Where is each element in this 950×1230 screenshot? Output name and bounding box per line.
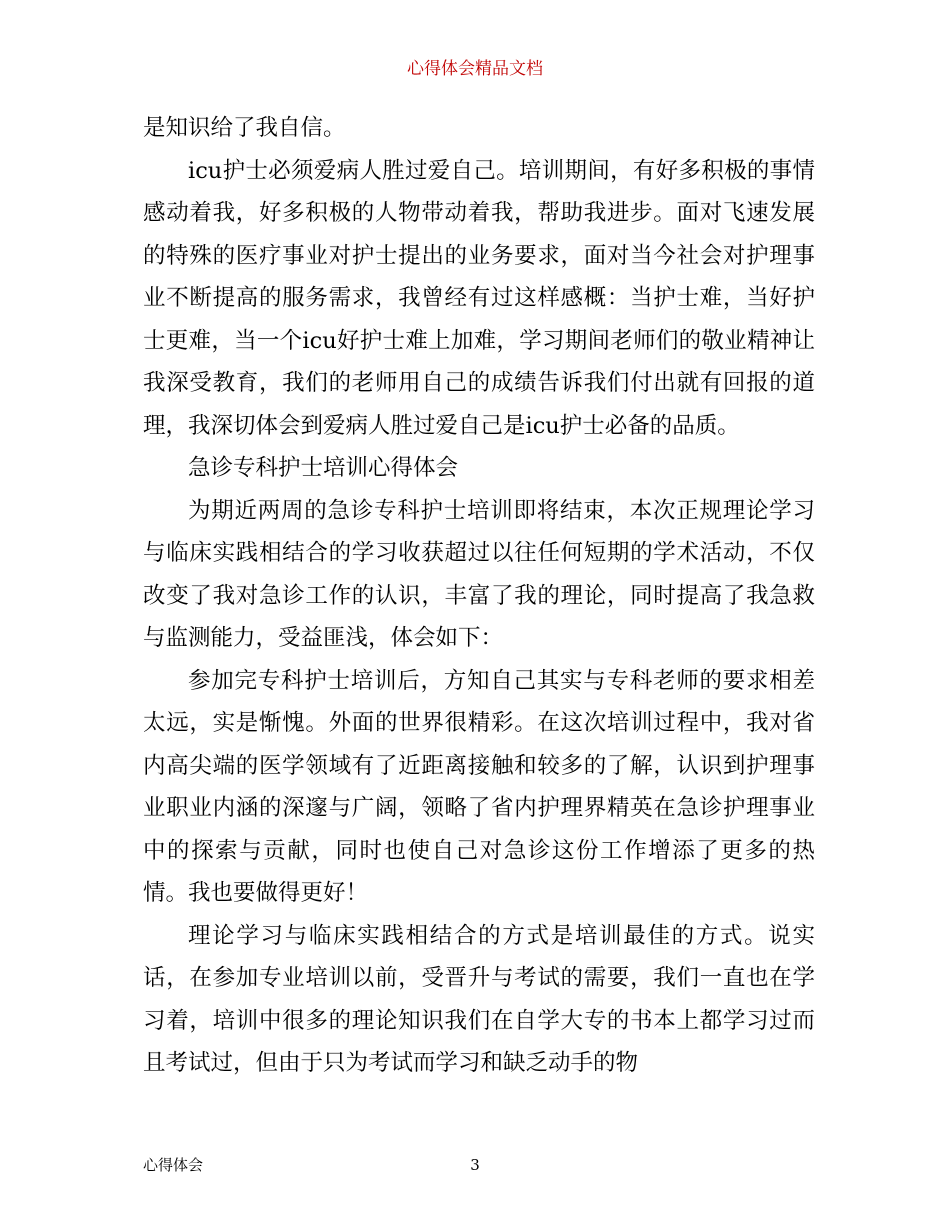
section-heading: 急诊专科护士培训心得体会	[188, 455, 459, 481]
paragraph-5: 理论学习与临床实践相结合的方式是培训最佳的方式。说实话，在参加专业培训以前，受晋升与考试的需要，我们一直也在学习着，培训中很多的理论知识我们在自学大专的书本上都学习过而且考试过，但由于只为考试而学习和缺乏动手的物	[143, 922, 815, 1076]
page-number: 3	[470, 1156, 480, 1174]
paragraph-2: icu护士必须爱病人胜过爱自己。培训期间，有好多积极的事情感动着我，好多积极的人物带动着我，帮助我进步。面对飞速发展的特殊的医疗事业对护士提出的业务要求，面对当今社会对护理事业不断提高的服务需求，我曾经有过这样感概：当护士难，当好护士更难，当一个icu好护士难上加难，学习期间老师们的敬业精神让我深受教育，我们的老师用自己的成绩告诉我们付出就有回报的道理，我深切体会到爱病人胜过爱自己是icu护士必备的品质。	[143, 157, 815, 439]
page-header-title: 心得体会精品文档	[407, 59, 543, 79]
paragraph-4: 参加完专科护士培训后，方知自己其实与专科老师的要求相差太远，实是惭愧。外面的世界很精彩。在这次培训过程中，我对省内高尖端的医学领域有了近距离接触和较多的了解，认识到护理事业职业内涵的深邃与广阔，领略了省内护理界精英在急诊护理事业中的探索与贡献，同时也使自己对急诊这份工作增添了更多的热情。我也要做得更好！	[143, 667, 815, 906]
document-body	[143, 107, 815, 1085]
footer-label: 心得体会	[143, 1156, 204, 1174]
paragraph-1: 是知识给了我自信。	[143, 115, 346, 141]
paragraph-3: 为期近两周的急诊专科护士培训即将结束，本次正规理论学习与临床实践相结合的学习收获超过以往任何短期的学术活动，不仅改变了我对急诊工作的认识，丰富了我的理论，同时提高了我急救与监测能力，受益匪浅，体会如下：	[143, 497, 815, 651]
